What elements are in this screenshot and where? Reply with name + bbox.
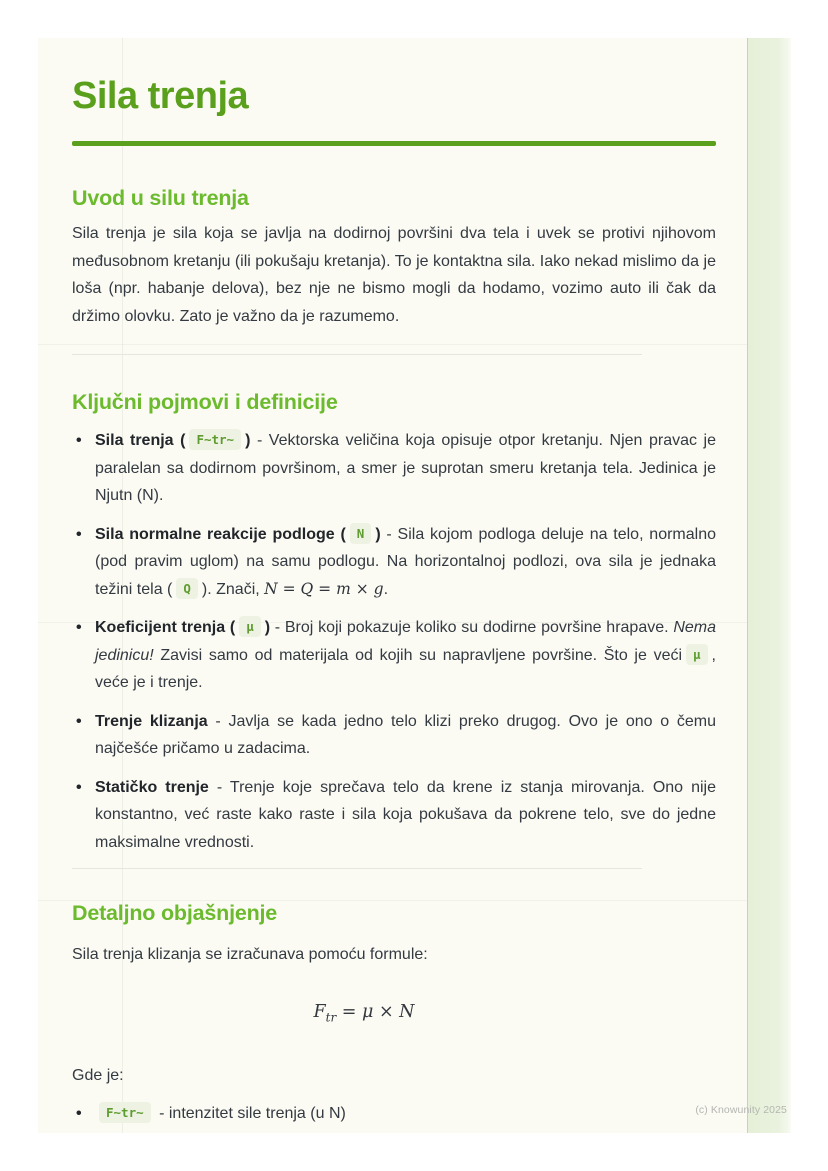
document-page bbox=[38, 38, 791, 1133]
details-intro-text: Sila trenja klizanja se izračunava pomoću formule: bbox=[72, 946, 428, 963]
definition-text: - Vektorska veličina koja opisuje otpor kretanju. Njen pravac je paralelan sa dodirnom površinom, a smer je suprotan smeru kretanja tela. Jedinica je Njutn (N). bbox=[95, 432, 717, 504]
definition-text: - intenzitet sile trenja (u N) bbox=[154, 1104, 346, 1122]
formula-subscript: tr bbox=[325, 1010, 337, 1024]
definition-text: - Sila kojom podloga deluje na telo, normalno (pod pravim uglom) na samu podlogu. Na horizontalnoj podlozi, ova sila je jednaka težini tela ( bbox=[95, 525, 717, 598]
list-item-friction-coefficient bbox=[72, 614, 716, 697]
where-list bbox=[72, 1100, 716, 1128]
code-badge-mu: μ bbox=[686, 644, 708, 665]
formula-block bbox=[72, 999, 716, 1031]
list-item-friction-force bbox=[72, 427, 716, 510]
code-badge-mu: μ bbox=[239, 616, 261, 637]
term-label: Koeficijent trenja ( bbox=[95, 619, 236, 636]
definition-text: - Broj koji pokazuje koliko su dodirne površine hrapave. bbox=[270, 619, 674, 636]
code-badge-q: Q bbox=[176, 578, 198, 599]
term-label-close: ) bbox=[245, 432, 251, 449]
section-heading-details: Detaljno objašnjenje bbox=[72, 901, 278, 925]
definition-text: ). Znači, bbox=[201, 580, 265, 598]
list-item-normal-force bbox=[72, 521, 716, 604]
formula-rest: = μ × N bbox=[336, 1001, 415, 1022]
section-divider bbox=[72, 354, 642, 355]
section-heading-concepts: Ključni pojmovi i definicije bbox=[72, 390, 338, 414]
term-label: Trenje klizanja bbox=[95, 712, 208, 730]
term-label: Sila normalne reakcije podloge ( bbox=[95, 525, 346, 543]
code-badge-n: N bbox=[350, 523, 372, 544]
definition-text: , veće je i trenje. bbox=[95, 646, 716, 691]
emphasis-text: Nema jedinicu! bbox=[95, 619, 716, 664]
term-label: Sila trenja ( bbox=[95, 432, 186, 449]
title-divider-rule bbox=[72, 141, 716, 146]
definition-text: . bbox=[383, 580, 389, 598]
intro-paragraph: Sila trenja je sila koja se javlja na dodirnoj površini dva tela i uvek se protivi njihovom međusobnom kretanju (ili pokušaju kretanja). To je kontaktna sila. Iako nekad mislimo da je loša (npr. habanje delova), bez nje ne bismo mogli da hodamo, vozimo auto ili čak da držimo olovku. Zato je važno da je razumemo. bbox=[72, 225, 716, 325]
term-label: Statičko trenje bbox=[95, 778, 209, 796]
list-item-static-friction bbox=[72, 774, 716, 857]
where-label: Gde je: bbox=[72, 1067, 124, 1084]
term-label-close: ) bbox=[264, 619, 271, 636]
document-content bbox=[38, 38, 791, 1139]
inline-math: N = Q = m × g bbox=[264, 579, 384, 598]
concepts-list bbox=[72, 427, 716, 856]
page-title: Sila trenja bbox=[72, 75, 249, 117]
code-badge-ftr: F~tr~ bbox=[189, 429, 241, 450]
definition-text: Zavisi samo od materijala od kojih su napravljene površine. Što je veći bbox=[153, 646, 683, 664]
definition-text: - Trenje koje sprečava telo da krene iz stanja mirovanja. Ono nije konstantno, već raste kako raste i sila koja pokušava da pokrene telo, sve do jedne maksimalne vrednosti. bbox=[95, 778, 717, 851]
section-divider bbox=[72, 868, 642, 869]
term-label-close: ) bbox=[375, 525, 381, 543]
list-item-where-ftr bbox=[72, 1100, 716, 1128]
list-item-sliding-friction bbox=[72, 708, 716, 763]
formula-variable: F bbox=[313, 1001, 326, 1022]
definition-text: - Javlja se kada jedno telo klizi preko drugog. Ovo je ono o čemu najčešće pričamo u zadacima. bbox=[95, 712, 716, 757]
section-heading-intro: Uvod u silu trenja bbox=[72, 186, 249, 210]
watermark: (c) Knowunity 2025 bbox=[695, 1104, 787, 1116]
code-badge-ftr: F~tr~ bbox=[99, 1102, 151, 1123]
